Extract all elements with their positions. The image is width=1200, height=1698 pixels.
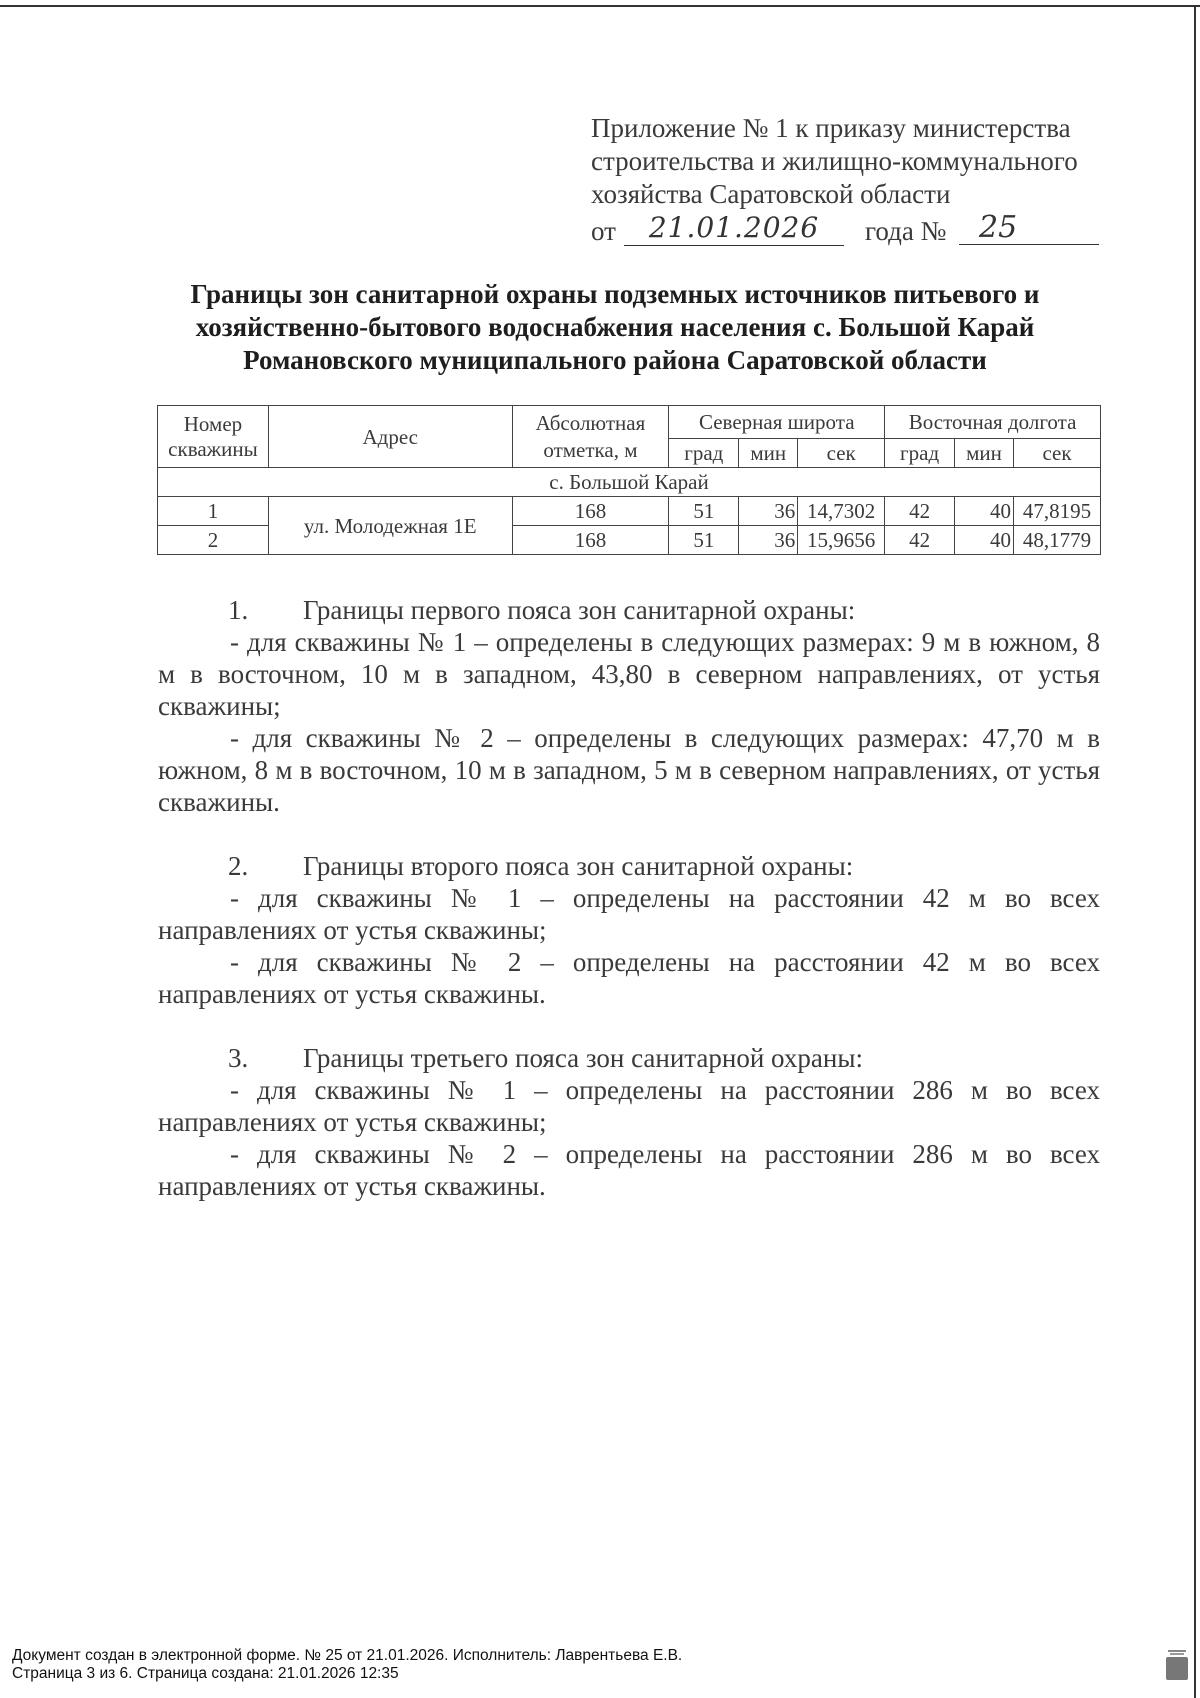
section-item: - для скважины № 2 – определены в следующих размерах: 47,70 м в южном, 8 м в восточном, 10 м в западном, 5 м в северном направлениях, от устья скважины. — [158, 723, 1100, 817]
electronic-document-footer — [12, 1647, 682, 1683]
well-number: 1 — [158, 497, 269, 526]
header-altitude: Абсолютная отметка, м — [512, 406, 669, 468]
header-lat-deg: град — [669, 439, 739, 468]
header-lat-min: мин — [739, 439, 798, 468]
appendix-line-1: Приложение № 1 к приказу министерства — [591, 113, 1071, 143]
scan-border-top — [0, 5, 1200, 7]
lon-deg: 42 — [885, 526, 955, 555]
section-item: - для скважины № 2 – определены на расстоянии 286 м во всех направлениях от устья скважины. — [158, 1139, 1100, 1201]
document-body — [158, 594, 1100, 1202]
header-east-longitude: Восточная долгота — [885, 406, 1101, 439]
title-line-2: хозяйственно-бытового водоснабжения населения с. Большой Карай — [195, 312, 1035, 342]
section-number: 1. — [228, 595, 249, 625]
document-stamp-icon — [1166, 1650, 1188, 1680]
order-number-label: года № — [865, 216, 947, 246]
section-title: Границы второго пояса зон санитарной охраны: — [303, 851, 854, 881]
lat-sec: 14,7302 — [798, 497, 885, 526]
lon-min: 40 — [955, 497, 1014, 526]
wells-coordinates-table — [157, 405, 1101, 555]
well-address: ул. Молодежная 1Е — [268, 497, 512, 555]
header-lon-min: мин — [955, 439, 1014, 468]
lat-min: 36 — [739, 497, 798, 526]
lat-min: 36 — [739, 526, 798, 555]
section-heading — [158, 594, 1100, 626]
appendix-line-2: строительства и жилищно-коммунального — [591, 146, 1078, 176]
section-heading — [158, 850, 1100, 882]
table-row — [158, 497, 1101, 526]
lon-min: 40 — [955, 526, 1014, 555]
header-lat-sec: сек — [798, 439, 885, 468]
lat-sec: 15,9656 — [798, 526, 885, 555]
section-title: Границы первого пояса зон санитарной охраны: — [303, 595, 856, 625]
section-heading — [158, 1042, 1100, 1074]
well-altitude: 168 — [512, 497, 669, 526]
lon-deg: 42 — [885, 497, 955, 526]
document-title — [150, 278, 1080, 377]
section-number: 3. — [228, 1043, 249, 1073]
well-number: 2 — [158, 526, 269, 555]
section-title: Границы третьего пояса зон санитарной охраны: — [303, 1043, 863, 1073]
handwritten-date: 21.01.2026 — [624, 211, 844, 246]
header-well-number: Номер скважины — [158, 406, 269, 468]
appendix-header — [591, 112, 1111, 251]
title-line-3: Романовского муниципального района Саратовской области — [243, 345, 987, 375]
footer-line-1: Документ создан в электронной форме. № 25 от 21.01.2026. Исполнитель: Лаврентьева Е.В. — [12, 1647, 683, 1664]
scan-border-right — [1194, 5, 1196, 1698]
footer-line-2: Страница 3 из 6. Страница создана: 21.01.2026 12:35 — [12, 1665, 399, 1682]
well-altitude: 168 — [512, 526, 669, 555]
appendix-line-3: хозяйства Саратовской области — [591, 179, 951, 209]
header-north-latitude: Северная широта — [669, 406, 885, 439]
title-line-1: Границы зон санитарной охраны подземных источников питьевого и — [190, 279, 1040, 309]
header-address: Адрес — [268, 406, 512, 468]
lat-deg: 51 — [669, 526, 739, 555]
lon-sec: 47,8195 — [1014, 497, 1101, 526]
section-number: 2. — [228, 851, 249, 881]
location-row: с. Большой Карай — [158, 468, 1101, 497]
section-item: - для скважины № 1 – определены в следующих размерах: 9 м в южном, 8 м в восточном, 10 м в западном, 43,80 в северном направлениях, от устья скважины; — [158, 627, 1100, 721]
handwritten-order-number: 25 — [959, 211, 1099, 245]
date-prefix: от — [591, 216, 616, 246]
section-item: - для скважины № 1 – определены на расстоянии 42 м во всех направлениях от устья скважины; — [158, 883, 1100, 945]
lat-deg: 51 — [669, 497, 739, 526]
order-date-line — [591, 211, 1111, 251]
section-item: - для скважины № 1 – определены на расстоянии 286 м во всех направлениях от устья скважины; — [158, 1075, 1100, 1137]
header-lon-sec: сек — [1014, 439, 1101, 468]
section-item: - для скважины № 2 – определены на расстоянии 42 м во всех направлениях от устья скважины. — [158, 947, 1100, 1009]
header-lon-deg: град — [885, 439, 955, 468]
lon-sec: 48,1779 — [1014, 526, 1101, 555]
